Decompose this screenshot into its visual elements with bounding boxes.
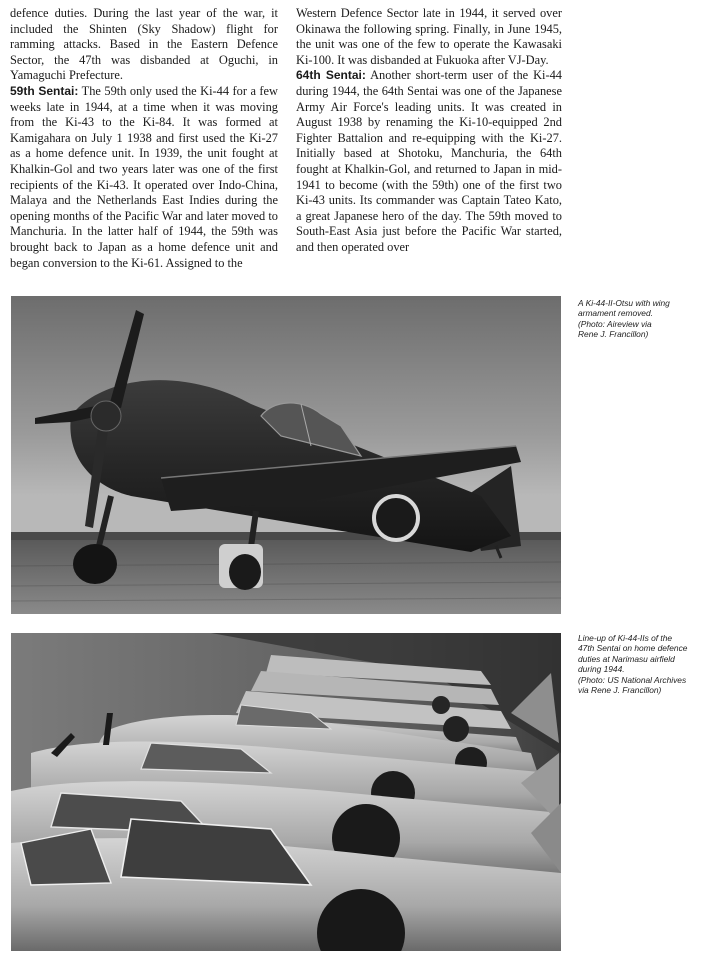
paragraph-47th-sentai-end: defence duties. During the last year of the war, it included the Shinten (Sky Shadow) flight for ramming attacks. Based in the Eastern Defence Sector, the 47th was disbanded at Oguchi, in Yamaguchi Prefecture. bbox=[10, 6, 278, 83]
paragraph-59th-sentai bbox=[10, 84, 278, 271]
caption-line: Line-up of Ki-44-IIs of the bbox=[578, 633, 673, 643]
photo-ki44-lineup bbox=[11, 633, 561, 951]
caption-photo-ki44-otsu bbox=[578, 298, 706, 340]
caption-line: armament removed. bbox=[578, 308, 653, 319]
paragraph-59th-sentai-cont: Western Defence Sector late in 1944, it served over Okinawa the following spring. Finally, in June 1945, the unit was one of the few to operate the Kawasaki Ki-100. It was disbanded at Fukuoka after VJ-Day. bbox=[296, 6, 562, 67]
caption-line: A Ki-44-II-Otsu with wing bbox=[578, 298, 670, 308]
caption-line: (Photo: US National Archives bbox=[578, 674, 687, 685]
caption-photo-ki44-lineup bbox=[578, 633, 706, 695]
caption-line: Rene J. Francillon) bbox=[578, 329, 649, 340]
body-59th-sentai: The 59th only used the Ki-44 for a few weeks late in 1944, at a time when it was moving from the Ki-43 to the Ki-84. It was formed at Kamigahara on July 1 1938 and first used the Ki-27 as a home defence unit. In 1939, the unit fought at Khalkin-Gol and two years later was one of the first recipients of the Ki-43. It operated over Indo-China, Malaya and the Netherlands East Indies during the opening months of the Pacific War and later moved to Manchuria. In the latter half of 1944, the 59th was brought back to Japan as a home defence unit and began conversion to the Ki-61. Assigned to the bbox=[10, 83, 278, 270]
caption-line: during 1944. bbox=[578, 664, 625, 675]
text-column-left bbox=[10, 6, 278, 271]
caption-line: 47th Sentai on home defence bbox=[578, 643, 688, 654]
heading-64th-sentai: 64th Sentai: bbox=[296, 68, 366, 83]
photo-ki44-otsu bbox=[11, 296, 561, 614]
text-column-right bbox=[296, 6, 562, 256]
paragraph-64th-sentai bbox=[296, 68, 562, 255]
aircraft-lineup-image bbox=[11, 633, 561, 951]
body-64th-sentai: Another short-term user of the Ki-44 during 1944, the 64th Sentai was one of the Japanese Army Air Force's leading units. It was created in August 1938 by renaming the Ki-10-equipped 2nd Fighter Battalion and re-equipping with the Ki-27. Initially based at Shotoku, Manchuria, the 64th fought at Khalkin-Gol, and returned to Japan in mid-1941 to become (with the 59th) one of the first two Ki-43 units. Its commander was Captain Tateo Kato, a great Japanese hero of the day. The 59th moved to South-East Asia just before the Pacific War started, and then operated over bbox=[296, 68, 562, 254]
aircraft-photo-image bbox=[11, 296, 561, 614]
heading-59th-sentai: 59th Sentai: bbox=[10, 83, 79, 98]
caption-line: duties at Narimasu airfield bbox=[578, 653, 675, 664]
caption-line: via Rene J. Francillon) bbox=[578, 685, 662, 696]
caption-line: (Photo: Aireview via bbox=[578, 318, 652, 329]
